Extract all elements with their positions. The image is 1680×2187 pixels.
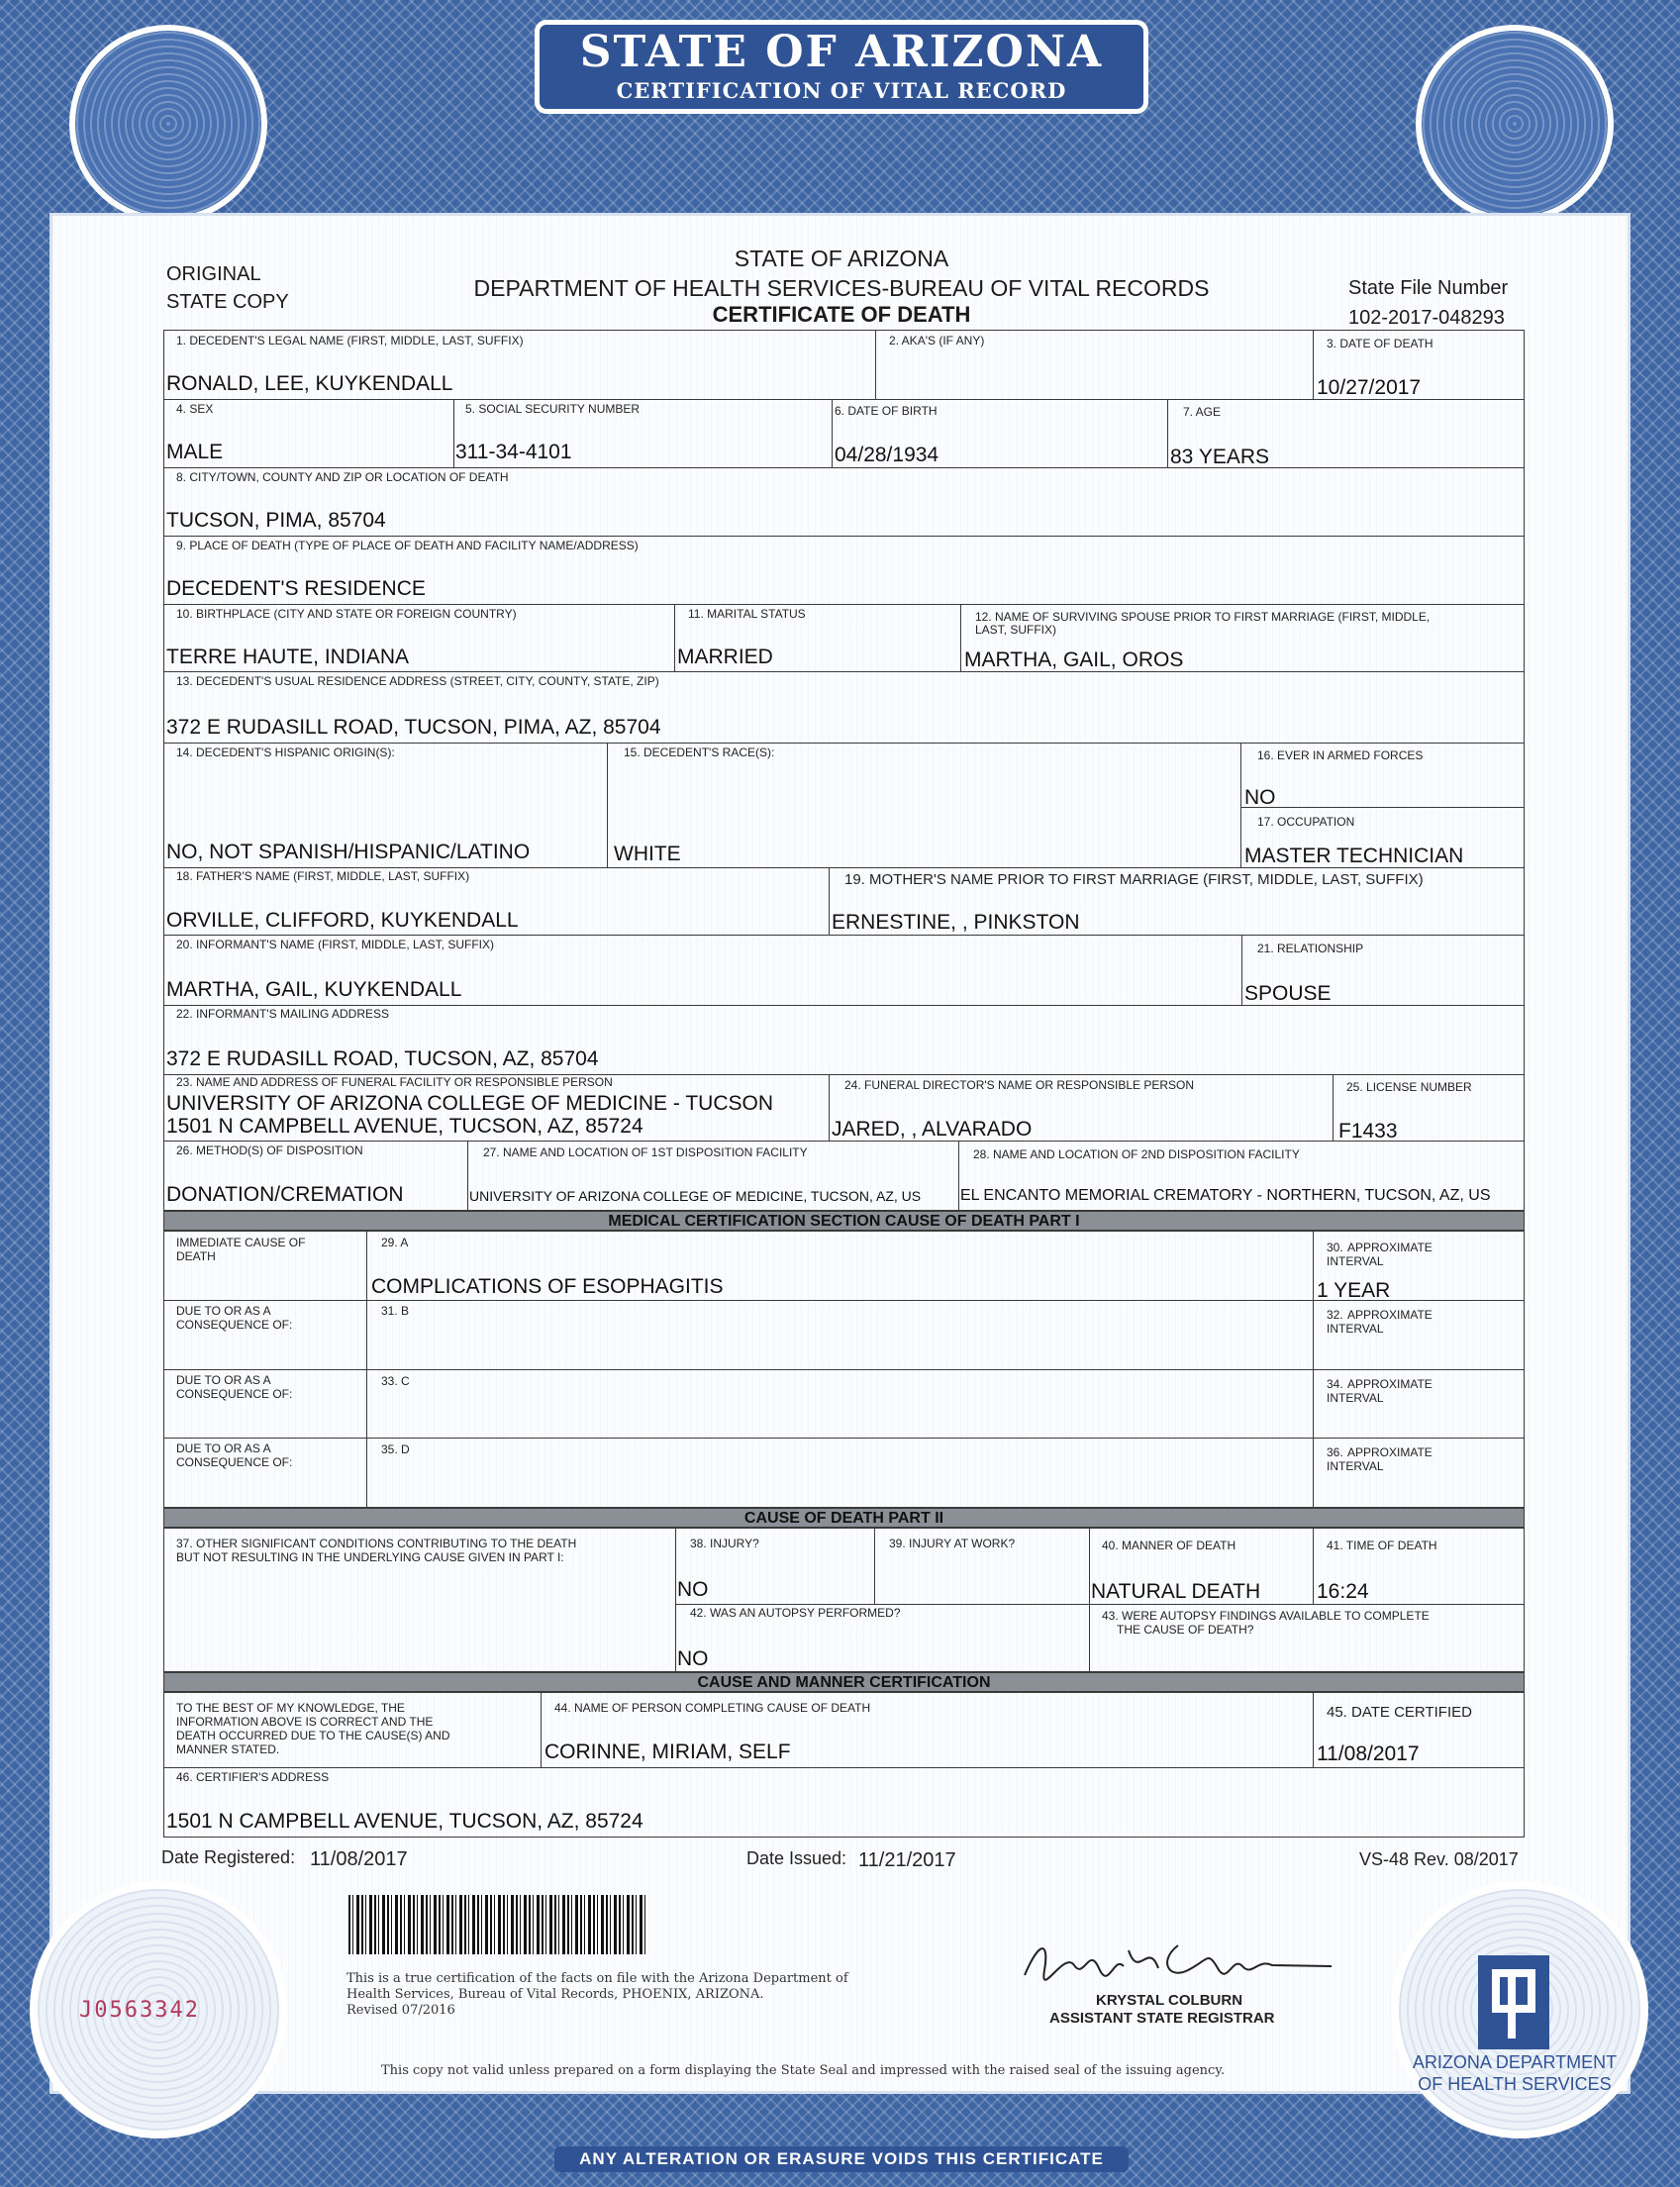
- validity-note: This copy not valid unless prepared on a form displaying the State Seal and impressed with the raised seal of the issuing agency.: [381, 2063, 1226, 2078]
- residence-address: 372 E RUDASILL ROAD, TUCSON, PIMA, AZ, 85704: [166, 716, 661, 739]
- interval-a: 1 YEAR: [1317, 1279, 1391, 1302]
- age-value: 83 YEARS: [1170, 446, 1270, 468]
- field-36-label-1: APPROXIMATE: [1347, 1445, 1433, 1459]
- medical-section-header: MEDICAL CERTIFICATION SECTION CAUSE OF DEATH PART I: [163, 1211, 1525, 1231]
- date-certified: 11/08/2017: [1317, 1742, 1420, 1765]
- cert-statement-2: INFORMATION ABOVE IS CORRECT AND THE: [176, 1715, 434, 1729]
- field-35-label: 35. D: [381, 1442, 410, 1456]
- field-33-label: 33. C: [381, 1374, 410, 1388]
- marital-status: MARRIED: [677, 646, 773, 668]
- field-15-label: 15. DECEDENT'S RACE(S):: [624, 746, 775, 759]
- state-copy-label: STATE COPY: [166, 291, 289, 313]
- field-31-label: 31. B: [381, 1304, 410, 1318]
- field-37-label-2: BUT NOT RESULTING IN THE UNDERLYING CAUSE GIVEN IN PART I:: [176, 1550, 564, 1564]
- funeral-facility-address: 1501 N CAMPBELL AVENUE, TUCSON, AZ, 85724: [166, 1115, 643, 1138]
- license-number: F1433: [1338, 1120, 1398, 1143]
- cert-statement-3: DEATH OCCURRED DUE TO THE CAUSE(S) AND: [176, 1729, 450, 1742]
- disposition-facility-1: UNIVERSITY OF ARIZONA COLLEGE OF MEDICINE, TUCSON, AZ, US: [469, 1188, 922, 1204]
- field-42-label: 42. WAS AN AUTOPSY PERFORMED?: [690, 1606, 901, 1620]
- birthplace: TERRE HAUTE, INDIANA: [166, 646, 410, 668]
- control-number: J0563342: [79, 1998, 200, 2023]
- title-banner: [535, 20, 1148, 114]
- decedent-name: RONALD, LEE, KUYKENDALL: [166, 372, 453, 395]
- registrar-title: ASSISTANT STATE REGISTRAR: [1049, 2010, 1275, 2027]
- top-right-rosette: [1416, 25, 1614, 223]
- registrar-name: KRYSTAL COLBURN: [1096, 1992, 1243, 2009]
- date-issued-label: Date Issued:: [746, 1848, 847, 1868]
- field-34-number: 34.: [1327, 1377, 1343, 1391]
- disposition-facility-2: EL ENCANTO MEMORIAL CREMATORY - NORTHERN, TUCSON, AZ, US: [960, 1187, 1491, 1204]
- field-4-label: 4. SEX: [176, 402, 214, 416]
- field-17-label: 17. OCCUPATION: [1257, 815, 1355, 829]
- hispanic-origin: NO, NOT SPANISH/HISPANIC/LATINO: [166, 841, 531, 863]
- relationship: SPOUSE: [1244, 982, 1332, 1005]
- field-8-label: 8. CITY/TOWN, COUNTY AND ZIP OR LOCATION OF DEATH: [176, 470, 509, 484]
- document-title: CERTIFICATE OF DEATH: [712, 302, 971, 327]
- date-registered-value: 11/08/2017: [310, 1848, 408, 1870]
- field-26-label: 26. METHOD(S) OF DISPOSITION: [176, 1143, 363, 1157]
- sex-value: MALE: [166, 441, 224, 463]
- field-28-label: 28. NAME AND LOCATION OF 2ND DISPOSITION FACILITY: [973, 1147, 1300, 1161]
- agency-name-line1: ARIZONA DEPARTMENT: [1412, 2052, 1618, 2072]
- cert-statement-4: MANNER STATED.: [176, 1742, 280, 1756]
- banner-subtitle: CERTIFICATION OF VITAL RECORD: [616, 78, 1067, 103]
- field-32-label-1: APPROXIMATE: [1347, 1308, 1433, 1322]
- field-12-label-line1: 12. NAME OF SURVIVING SPOUSE PRIOR TO FIRST MARRIAGE (FIRST, MIDDLE,: [975, 610, 1431, 624]
- adhs-logo-icon: [1478, 1955, 1549, 2049]
- agency-name-line2: OF HEALTH SERVICES: [1418, 2074, 1612, 2094]
- funeral-director: JARED, , ALVARADO: [832, 1118, 1033, 1141]
- true-copy-line-3: Revised 07/2016: [346, 2003, 455, 2018]
- date-of-death: 10/27/2017: [1317, 376, 1422, 399]
- field-43-label-1: 43. WERE AUTOPSY FINDINGS AVAILABLE TO COMPLETE: [1102, 1609, 1430, 1623]
- original-label: ORIGINAL: [166, 263, 261, 285]
- due-to-d-label-2: CONSEQUENCE OF:: [176, 1455, 293, 1469]
- field-37-label-1: 37. OTHER SIGNIFICANT CONDITIONS CONTRIBUTING TO THE DEATH: [176, 1537, 577, 1550]
- immediate-cause-label-2: DEATH: [176, 1249, 216, 1263]
- due-to-d-label-1: DUE TO OR AS A: [176, 1441, 271, 1455]
- death-location: TUCSON, PIMA, 85704: [166, 509, 386, 532]
- informant-address: 372 E RUDASILL ROAD, TUCSON, AZ, 85704: [166, 1047, 599, 1070]
- informant-name: MARTHA, GAIL, KUYKENDALL: [166, 978, 462, 1001]
- alteration-warning: ANY ALTERATION OR ERASURE VOIDS THIS CERTIFICATE: [554, 2146, 1129, 2172]
- field-35-box: [366, 1438, 1314, 1508]
- certifier-address: 1501 N CAMPBELL AVENUE, TUCSON, AZ, 85724: [166, 1810, 643, 1833]
- field-27-label: 27. NAME AND LOCATION OF 1ST DISPOSITION FACILITY: [483, 1145, 808, 1159]
- cert-statement-1: TO THE BEST OF MY KNOWLEDGE, THE: [176, 1701, 405, 1715]
- time-of-death: 16:24: [1317, 1580, 1369, 1603]
- field-25-label: 25. LICENSE NUMBER: [1346, 1080, 1472, 1094]
- field-12-label-line2: LAST, SUFFIX): [975, 623, 1057, 637]
- manner-of-death: NATURAL DEATH: [1091, 1580, 1261, 1603]
- immediate-cause-label-1: IMMEDIATE CAUSE OF: [176, 1236, 306, 1249]
- date-issued-value: 11/21/2017: [858, 1849, 956, 1871]
- field-10-label: 10. BIRTHPLACE (CITY AND STATE OR FOREIGN COUNTRY): [176, 607, 517, 621]
- certification-header: CAUSE AND MANNER CERTIFICATION: [163, 1672, 1525, 1692]
- field-43-label-2: THE CAUSE OF DEATH?: [1117, 1623, 1254, 1637]
- field-30-number: 30.: [1327, 1241, 1343, 1254]
- field-2-label: 2. AKA'S (IF ANY): [889, 334, 985, 348]
- mother-name: ERNESTINE, , PINKSTON: [832, 911, 1080, 934]
- field-18-label: 18. FATHER'S NAME (FIRST, MIDDLE, LAST, SUFFIX): [176, 869, 470, 883]
- field-46-label: 46. CERTIFIER'S ADDRESS: [176, 1770, 330, 1784]
- field-9-label: 9. PLACE OF DEATH (TYPE OF PLACE OF DEATH AND FACILITY NAME/ADDRESS): [176, 539, 639, 552]
- field-21-label: 21. RELATIONSHIP: [1257, 942, 1364, 955]
- field-5-label: 5. SOCIAL SECURITY NUMBER: [465, 402, 641, 416]
- armed-forces: NO: [1244, 786, 1276, 809]
- field-32-label-2: INTERVAL: [1327, 1322, 1384, 1336]
- field-34-label-1: APPROXIMATE: [1347, 1377, 1433, 1391]
- field-33-box: [366, 1369, 1314, 1439]
- disposition-method: DONATION/CREMATION: [166, 1183, 404, 1206]
- field-30-label-2: INTERVAL: [1327, 1254, 1384, 1268]
- field-44-label: 44. NAME OF PERSON COMPLETING CAUSE OF DEATH: [554, 1701, 871, 1715]
- race-value: WHITE: [614, 843, 681, 865]
- father-name: ORVILLE, CLIFFORD, KUYKENDALL: [166, 909, 519, 932]
- spouse-name: MARTHA, GAIL, OROS: [964, 648, 1184, 671]
- field-14-label: 14. DECEDENT'S HISPANIC ORIGIN(S):: [176, 746, 395, 759]
- field-23-label: 23. NAME AND ADDRESS OF FUNERAL FACILITY OR RESPONSIBLE PERSON: [176, 1075, 613, 1089]
- certifier-name: CORINNE, MIRIAM, SELF: [544, 1740, 791, 1763]
- field-29-label: 29. A: [381, 1236, 409, 1249]
- field-36-number: 36.: [1327, 1445, 1343, 1459]
- field-20-label: 20. INFORMANT'S NAME (FIRST, MIDDLE, LAST, SUFFIX): [176, 938, 494, 951]
- barcode: [348, 1895, 645, 1954]
- injury-value: NO: [677, 1578, 709, 1601]
- due-to-c-label-2: CONSEQUENCE OF:: [176, 1387, 293, 1401]
- field-45-label: 45. DATE CERTIFIED: [1327, 1704, 1472, 1721]
- field-7-label: 7. AGE: [1183, 405, 1222, 419]
- field-31-box: [366, 1300, 1314, 1370]
- true-copy-line-1: This is a true certification of the facts on file with the Arizona Department of: [346, 1971, 848, 1986]
- field-6-label: 6. DATE OF BIRTH: [835, 404, 938, 418]
- autopsy-performed: NO: [677, 1647, 709, 1670]
- state-file-number: 102-2017-048293: [1348, 307, 1505, 329]
- due-to-b-label-1: DUE TO OR AS A: [176, 1304, 271, 1318]
- field-13-label: 13. DECEDENT'S USUAL RESIDENCE ADDRESS (STREET, CITY, COUNTY, STATE, ZIP): [176, 674, 659, 688]
- field-34-label-2: INTERVAL: [1327, 1391, 1384, 1405]
- state-file-label: State File Number: [1348, 277, 1509, 299]
- date-registered-label: Date Registered:: [161, 1847, 296, 1867]
- header-department: DEPARTMENT OF HEALTH SERVICES-BUREAU OF VITAL RECORDS: [473, 275, 1210, 301]
- top-left-rosette: [69, 25, 267, 223]
- date-of-birth: 04/28/1934: [835, 444, 939, 466]
- field-32-number: 32.: [1327, 1308, 1343, 1322]
- field-36-label-2: INTERVAL: [1327, 1459, 1384, 1473]
- field-11-label: 11. MARITAL STATUS: [688, 607, 806, 621]
- field-24-label: 24. FUNERAL DIRECTOR'S NAME OR RESPONSIBLE PERSON: [844, 1078, 1195, 1092]
- field-19-label: 19. MOTHER'S NAME PRIOR TO FIRST MARRIAGE (FIRST, MIDDLE, LAST, SUFFIX): [844, 871, 1424, 888]
- field-22-label: 22. INFORMANT'S MAILING ADDRESS: [176, 1007, 389, 1021]
- part-two-header: CAUSE OF DEATH PART II: [163, 1508, 1525, 1528]
- true-copy-line-2: Health Services, Bureau of Vital Records, PHOENIX, ARIZONA.: [346, 1987, 764, 2002]
- due-to-c-label-1: DUE TO OR AS A: [176, 1373, 271, 1387]
- immediate-cause: COMPLICATIONS OF ESOPHAGITIS: [371, 1275, 724, 1298]
- place-of-death: DECEDENT'S RESIDENCE: [166, 577, 426, 600]
- due-to-b-label-2: CONSEQUENCE OF:: [176, 1318, 293, 1332]
- field-16-label: 16. EVER IN ARMED FORCES: [1257, 748, 1424, 762]
- field-41-label: 41. TIME OF DEATH: [1327, 1539, 1437, 1552]
- field-30-label-1: APPROXIMATE: [1347, 1241, 1433, 1254]
- field-40-label: 40. MANNER OF DEATH: [1102, 1539, 1236, 1552]
- form-number: VS-48 Rev. 08/2017: [1359, 1849, 1519, 1869]
- agency-name: [1406, 2051, 1624, 2095]
- funeral-facility-name: UNIVERSITY OF ARIZONA COLLEGE OF MEDICINE - TUCSON: [166, 1092, 773, 1115]
- field-3-label: 3. DATE OF DEATH: [1327, 337, 1433, 350]
- ssn-value: 311-34-4101: [455, 441, 572, 463]
- banner-title: STATE OF ARIZONA: [579, 27, 1104, 77]
- field-15-box: [607, 743, 1241, 868]
- field-39-label: 39. INJURY AT WORK?: [889, 1537, 1016, 1550]
- registrar-signature: [1020, 1931, 1336, 1990]
- header-state: STATE OF ARIZONA: [734, 246, 949, 271]
- field-1-label: 1. DECEDENT'S LEGAL NAME (FIRST, MIDDLE, LAST, SUFFIX): [176, 334, 524, 348]
- field-38-label: 38. INJURY?: [690, 1537, 759, 1550]
- occupation: MASTER TECHNICIAN: [1244, 845, 1464, 867]
